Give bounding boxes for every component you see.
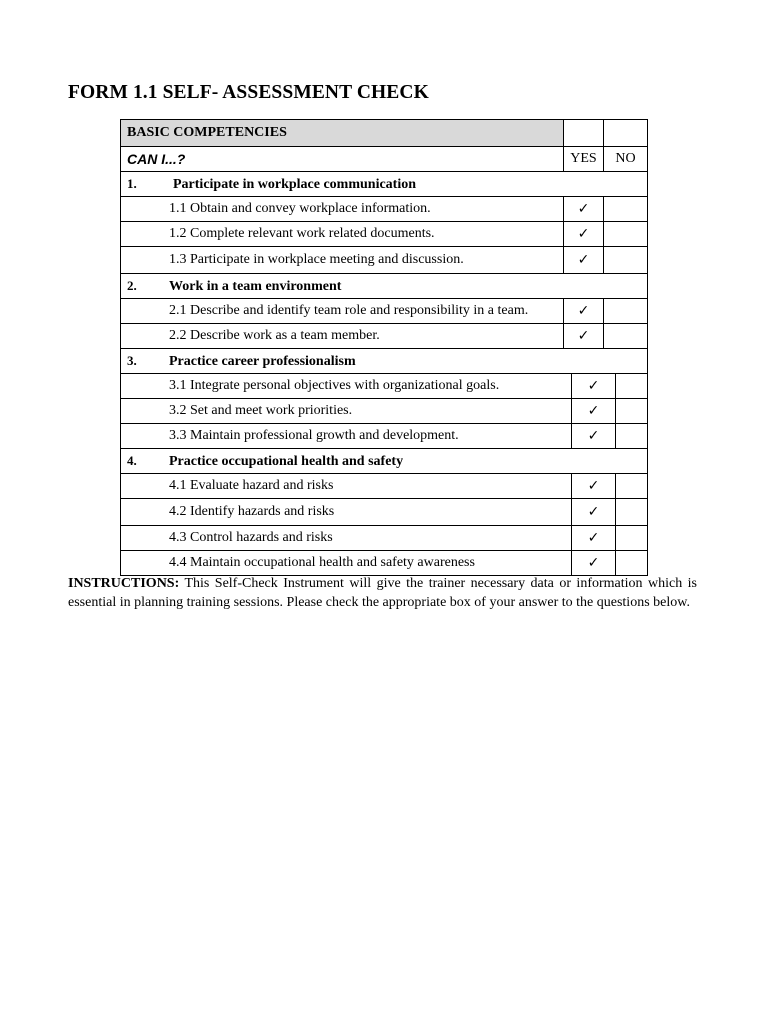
item-text: 4.4 Maintain occupational health and safety awareness [121,551,572,576]
item-text: 3.2 Set and meet work priorities. [121,399,572,424]
no-column-header: NO [604,147,648,172]
item-text: 2.2 Describe work as a team member. [121,324,564,349]
item-text: 1.2 Complete relevant work related documents. [121,222,564,247]
no-checkbox[interactable] [604,222,648,247]
section-title: Practice career professionalism [169,353,356,369]
item-text: 2.1 Describe and identify team role and responsibility in a team. [121,299,564,324]
no-checkbox[interactable] [604,299,648,324]
yes-column-header: YES [564,147,604,172]
section-number: 2. [127,277,137,293]
section-heading-row [121,349,648,374]
table-row [121,247,648,274]
table-row [121,474,648,499]
yes-checkbox[interactable]: ✓ [564,324,604,349]
item-text: 3.1 Integrate personal objectives with organizational goals. [121,374,572,399]
yes-checkbox[interactable]: ✓ [572,374,616,399]
table-row [121,299,648,324]
section-number: 4. [127,452,137,468]
no-checkbox[interactable] [616,526,648,551]
yes-checkbox[interactable]: ✓ [564,197,604,222]
no-checkbox[interactable] [604,247,648,274]
table-row [121,374,648,399]
table-row [121,324,648,349]
table-row [121,499,648,526]
yes-checkbox[interactable]: ✓ [572,499,616,526]
table-row [121,526,648,551]
header-yes-blank [564,120,604,147]
no-checkbox[interactable] [616,374,648,399]
yes-checkbox[interactable]: ✓ [564,247,604,274]
section-title: Participate in workplace communication [173,176,417,192]
no-checkbox[interactable] [616,399,648,424]
table-row [121,222,648,247]
item-text: 4.2 Identify hazards and risks [121,499,572,526]
table-row [121,551,648,576]
item-text: 4.3 Control hazards and risks [121,526,572,551]
section-heading-row [121,449,648,474]
basic-competencies-header: BASIC COMPETENCIES [121,120,564,147]
competency-table-part-2 [120,348,648,576]
section-number: 1. [127,175,137,191]
table-row [121,424,648,449]
instructions-label: INSTRUCTIONS: [68,576,180,591]
section-heading [121,172,648,197]
competency-table [120,119,648,576]
yes-checkbox[interactable]: ✓ [572,474,616,499]
section-heading-row [121,172,648,197]
no-checkbox[interactable] [616,424,648,449]
section-title: Work in a team environment [169,278,342,294]
section-title: Practice occupational health and safety [169,453,404,469]
instructions-paragraph [68,574,697,612]
no-checkbox[interactable] [616,474,648,499]
yes-checkbox[interactable]: ✓ [564,299,604,324]
section-number: 3. [127,352,137,368]
item-text: 1.1 Obtain and convey workplace information. [121,197,564,222]
table-header-row [121,120,648,147]
yes-checkbox[interactable]: ✓ [564,222,604,247]
no-checkbox[interactable] [604,197,648,222]
yes-checkbox[interactable]: ✓ [572,526,616,551]
header-no-blank [604,120,648,147]
yes-checkbox[interactable]: ✓ [572,399,616,424]
item-text: 4.1 Evaluate hazard and risks [121,474,572,499]
table-row [121,197,648,222]
section-heading [121,274,648,299]
can-i-label: CAN I...? [121,147,564,172]
section-heading-row [121,274,648,299]
section-heading [121,449,648,474]
no-checkbox[interactable] [604,324,648,349]
instructions-text: This Self-Check Instrument will give the trainer necessary data or information which is essential in planning training sessions. Please check the appropriate box of your answer to the questions below. [68,576,697,610]
item-text: 3.3 Maintain professional growth and development. [121,424,572,449]
section-heading [121,349,648,374]
item-text: 1.3 Participate in workplace meeting and discussion. [121,247,564,274]
yes-checkbox[interactable]: ✓ [572,551,616,576]
table-row [121,399,648,424]
no-checkbox[interactable] [616,499,648,526]
yes-checkbox[interactable]: ✓ [572,424,616,449]
table-subheader-row [121,147,648,172]
form-title: FORM 1.1 SELF- ASSESSMENT CHECK [68,82,429,103]
no-checkbox[interactable] [616,551,648,576]
competency-table-part-1 [120,119,648,349]
